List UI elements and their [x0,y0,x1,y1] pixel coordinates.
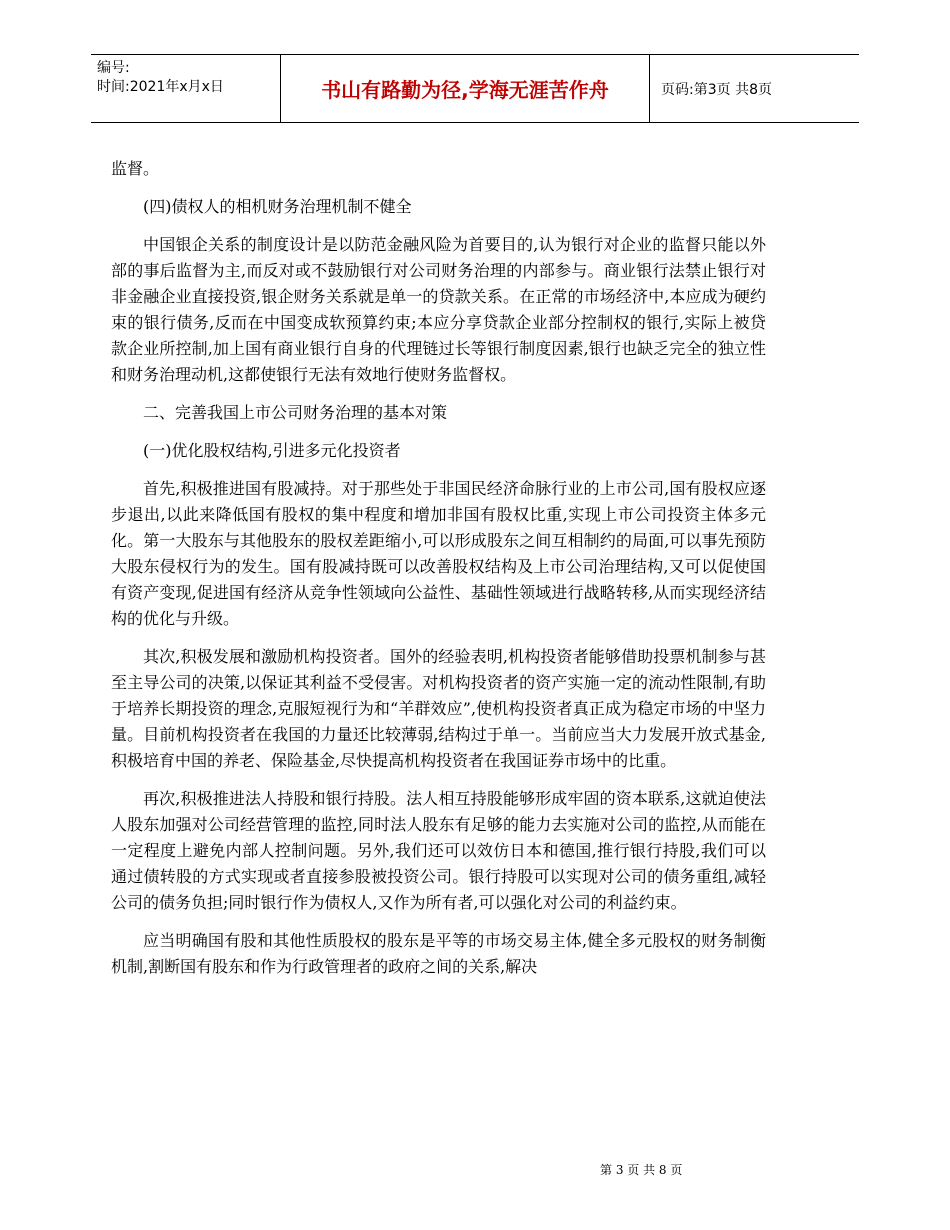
document-body [111,156,766,992]
paragraph: 再次,积极推进法人持股和银行持股。法人相互持股能够形成牢固的资本联系,这就迫使法人股东加强对公司经营管理的监控,同时法人股东有足够的能力去实施对公司的监控,从而能在一定程度上避免内部人控制问题。另外,我们还可以效仿日本和德国,推行银行持股,我们可以通过债转股的方式实现或者直接参股被投资公司。银行持股可以实现对公司的债务重组,减轻公司的债务负担;同时银行作为债权人,又作为所有者,可以强化对公司的利益约束。 [111,789,766,912]
paragraph: 首先,积极推进国有股减持。对于那些处于非国民经济命脉行业的上市公司,国有股权应逐步退出,以此来降低国有股权的集中程度和增加非国有股权比重,实现上市公司投资主体多元化。第一大股东与其他股东的股权差距缩小,可以形成股东之间互相制约的局面,可以事先预防大股东侵权行为的发生。国有股减持既可以改善股权结构及上市公司治理结构,又可以促使国有资产变现,促进国有经济从竞争性领域向公益性、基础性领域进行战略转移,从而实现经济结构的优化与升级。 [111,479,766,628]
header-page-info: 页码:第3页 共8页 [661,81,772,98]
paragraph: 应当明确国有股和其他性质股权的股东是平等的市场交易主体,健全多元股权的财务制衡机制,割断国有股东和作为行政管理者的政府之间的关系,解决 [111,931,766,976]
paragraph: 中国银企关系的制度设计是以防范金融风险为首要目的,认为银行对企业的监督只能以外部的事后监督为主,而反对或不鼓励银行对公司财务治理的内部参与。商业银行法禁止银行对非金融企业直接投资,银企财务关系就是单一的贷款关系。在正常的市场经济中,本应成为硬约束的银行债务,反而在中国变成软预算约束;本应分享贷款企业部分控制权的银行,实际上被贷款企业所控制,加上国有商业银行自身的代理链过长等银行制度因素,银行也缺乏完全的独立性和财务治理动机,这都使银行无法有效地行使财务监督权。 [111,235,766,384]
header-time-label: 时间:2021年x月x日 [97,79,224,95]
section-heading: (一)优化股权结构,引进多元化投资者 [143,441,401,460]
header-number-label: 编号: [97,60,130,76]
page-header [91,54,859,123]
section-heading: 二、完善我国上市公司财务治理的基本对策 [143,403,448,422]
page-footer: 第 3 页 共 8 页 [600,1163,683,1177]
paragraph: 其次,积极发展和激励机构投资者。国外的经验表明,机构投资者能够借助投票机制参与甚至主导公司的决策,以保证其利益不受侵害。对机构投资者的资产实施一定的流动性限制,有助于培养长期投资的理念,克服短视行为和“羊群效应”,使机构投资者真正成为稳定市场的中坚力量。目前机构投资者在我国的力量还比较薄弱,结构过于单一。当前应当大力发展开放式基金,积极培育中国的养老、保险基金,尽快提高机构投资者在我国证券市场中的比重。 [111,647,766,770]
section-heading: (四)债权人的相机财务治理机制不健全 [143,197,412,216]
header-meta [97,59,224,97]
header-motto: 书山有路勤为径,学海无涯苦作舟 [280,55,650,122]
paragraph: 监督。 [111,159,160,178]
